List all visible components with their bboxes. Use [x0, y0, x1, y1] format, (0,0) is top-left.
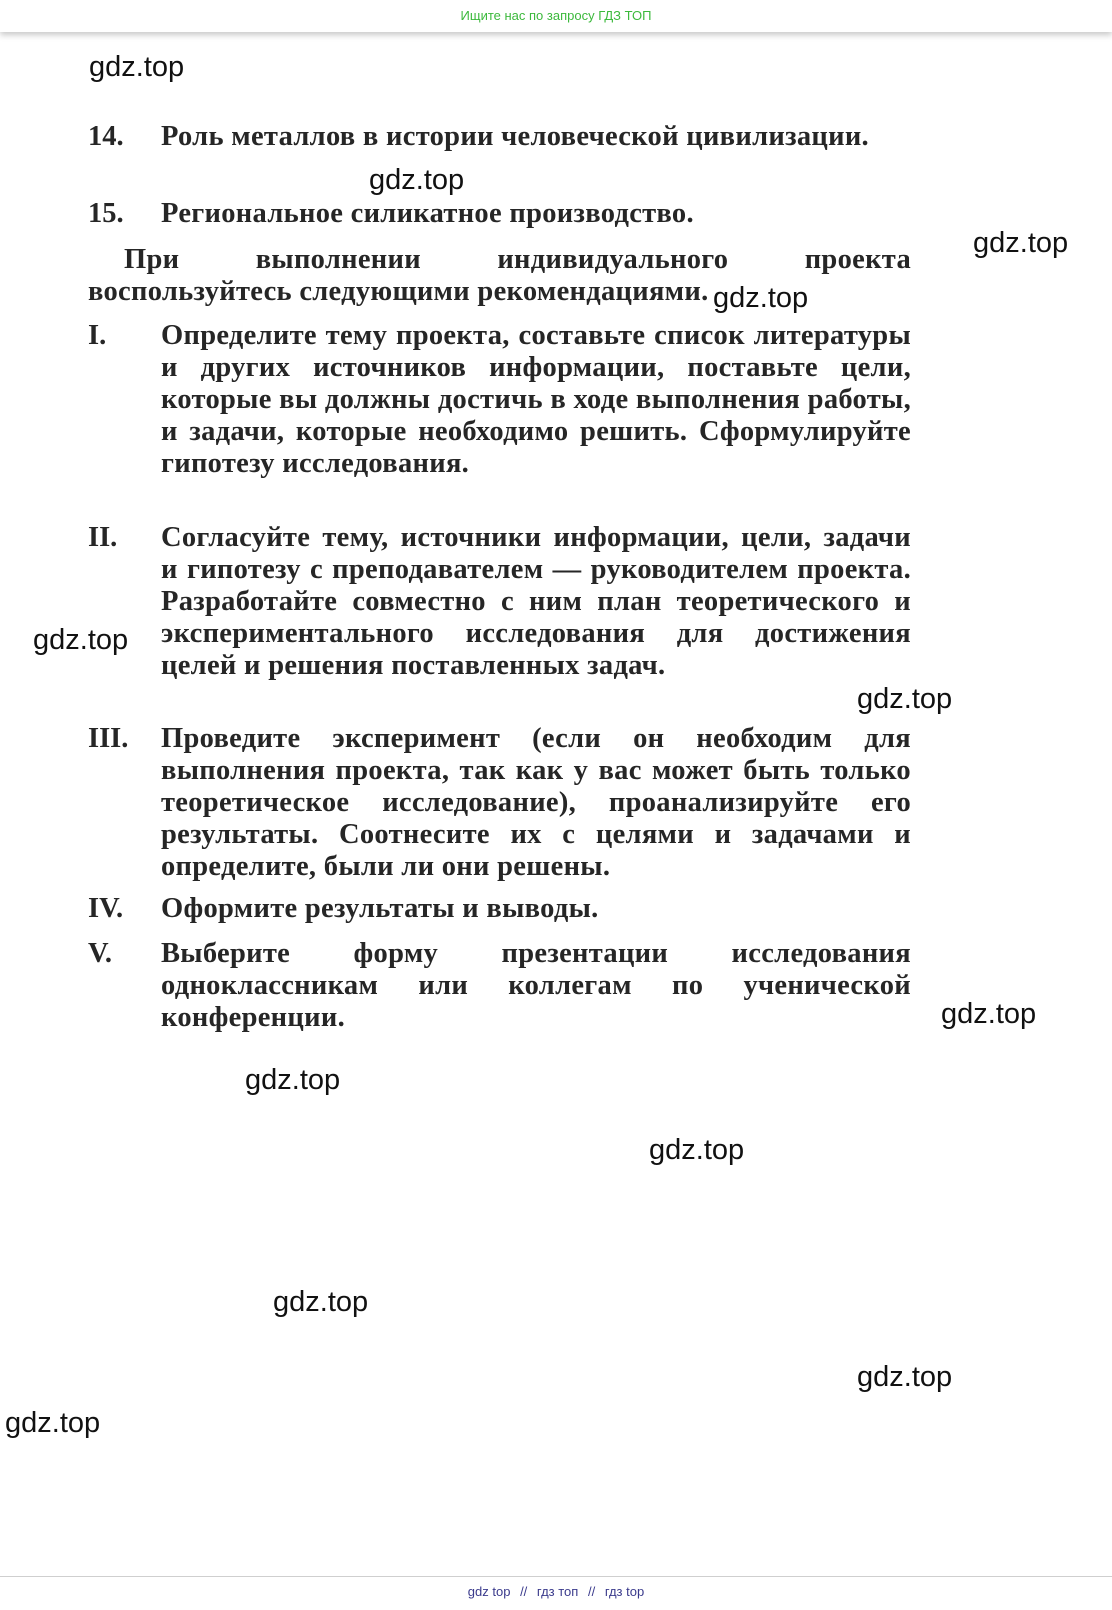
item-number: 15. — [88, 198, 124, 229]
footer-link[interactable]: гдз топ — [536, 1584, 579, 1599]
step-text: Проведите эксперимент (если он необходим для выполнения проекта, так как у вас может быть только теоретическое исследование), проанализируйте его результаты. Соотнесите их с целями и задачами и определите, были ли они решены. — [161, 723, 911, 882]
watermark: gdz.top — [941, 998, 1037, 1030]
step-text: Оформите результаты и выводы. — [161, 893, 599, 924]
step-text: Определите тему проекта, составьте список литературы и других источников информации, поставьте цели, которые вы должны достичь в ходе выполнения работы, и задачи, которые необходимо решить. Сформулируйте гипотезу исследования. — [161, 320, 911, 479]
footer-links — [0, 1584, 1112, 1599]
watermark: gdz.top — [857, 1361, 953, 1393]
watermark: gdz.top — [973, 227, 1069, 259]
watermark: gdz.top — [369, 164, 465, 196]
step-2 — [88, 522, 911, 682]
footer-link[interactable]: гдз top — [604, 1584, 645, 1599]
intro-paragraph: При выполнении индивидуального проекта воспользуйтесь следующими рекомендациями. — [88, 244, 911, 307]
item-text: Региональное силикатное производство. — [161, 198, 694, 229]
watermark: gdz.top — [5, 1407, 101, 1439]
footer-divider — [0, 1576, 1112, 1577]
watermark: gdz.top — [713, 282, 809, 314]
footer-link[interactable]: gdz top — [467, 1584, 511, 1599]
item-number: 14. — [88, 121, 124, 152]
watermark: gdz.top — [245, 1064, 341, 1096]
step-text: Выберите форму презентации исследования одноклассникам или коллегам по ученической конференции. — [161, 938, 911, 1033]
watermark: gdz.top — [857, 683, 953, 715]
footer-separator: // — [520, 1584, 528, 1599]
step-number: V. — [88, 938, 113, 969]
step-text: Согласуйте тему, источники информации, цели, задачи и гипотезу с преподавателем — руководителем проекта. Разработайте совместно с ним план теоретического и экспериментального исследования для достижения целей и решения поставленных задач. — [161, 522, 911, 681]
watermark: gdz.top — [273, 1286, 369, 1318]
watermark: gdz.top — [89, 51, 185, 83]
banner-text[interactable]: Ищите нас по запросу ГДЗ ТОП — [460, 8, 652, 23]
step-4 — [88, 893, 911, 925]
step-number: IV. — [88, 893, 124, 924]
list-item-15 — [88, 198, 911, 230]
item-text: Роль металлов в истории человеческой цивилизации. — [161, 121, 869, 152]
step-5 — [88, 938, 911, 1034]
list-item-14 — [88, 121, 911, 153]
footer-separator: // — [587, 1584, 596, 1599]
step-number: II. — [88, 522, 118, 553]
watermark: gdz.top — [649, 1134, 745, 1166]
step-number: III. — [88, 723, 129, 754]
step-number: I. — [88, 320, 107, 351]
watermark: gdz.top — [33, 624, 129, 656]
step-1 — [88, 320, 911, 480]
step-3 — [88, 723, 911, 883]
top-banner — [0, 0, 1112, 32]
